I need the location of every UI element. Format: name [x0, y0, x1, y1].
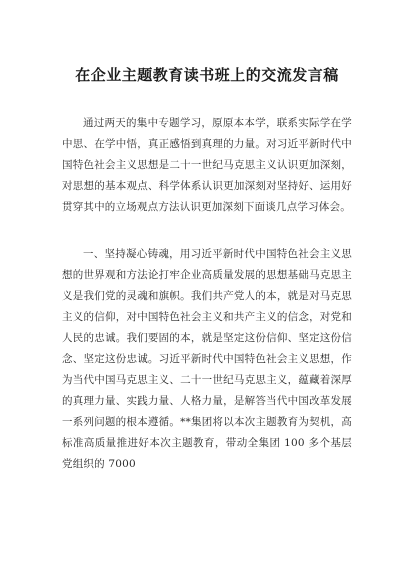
paragraph-intro: 通过两天的集中专题学习，原原本本学，联系实际学在学中思、在学中悟，真正感悟到真理的力量。对习近平新时代中国特色社会主义思想是二十一世纪马克思主义认识更加深刻，对思想的基本观点、科学体系认识更加深刻对坚持好、运用好贯穿其中的立场观点方法认识更加深刻下面谈几点学习体会。: [62, 117, 352, 213]
paragraph-section-one: 一、坚持凝心铸魂，用习近平新时代中国特色社会主义思想的世界观和方法论打牢企业高质量发展的思想基础马克思主义是我们党的灵魂和旗帜。我们共产党人的本，就是对马克思主义的信仰，对中国特色社会主义和共产主义的信念，对党和人民的忠诚。我们要固的本，就是坚定这份信仰、坚定这份信念、坚定这份忠诚。习近平新时代中国特色社会主义思想，作为当代中国马克思主义、二十一世纪马克思主义，蕴藏着深厚的真理力量、实践力量、人格力量，是解答当代中国改革发展一系列问题的根本遵循。**集团将以本次主题教育为契机，高标准高质量推进好本次主题教育，带动全集团 100 多个基层党组织的 7000: [62, 248, 352, 470]
document-title: 在企业主题教育读书班上的交流发言稿: [75, 66, 339, 84]
